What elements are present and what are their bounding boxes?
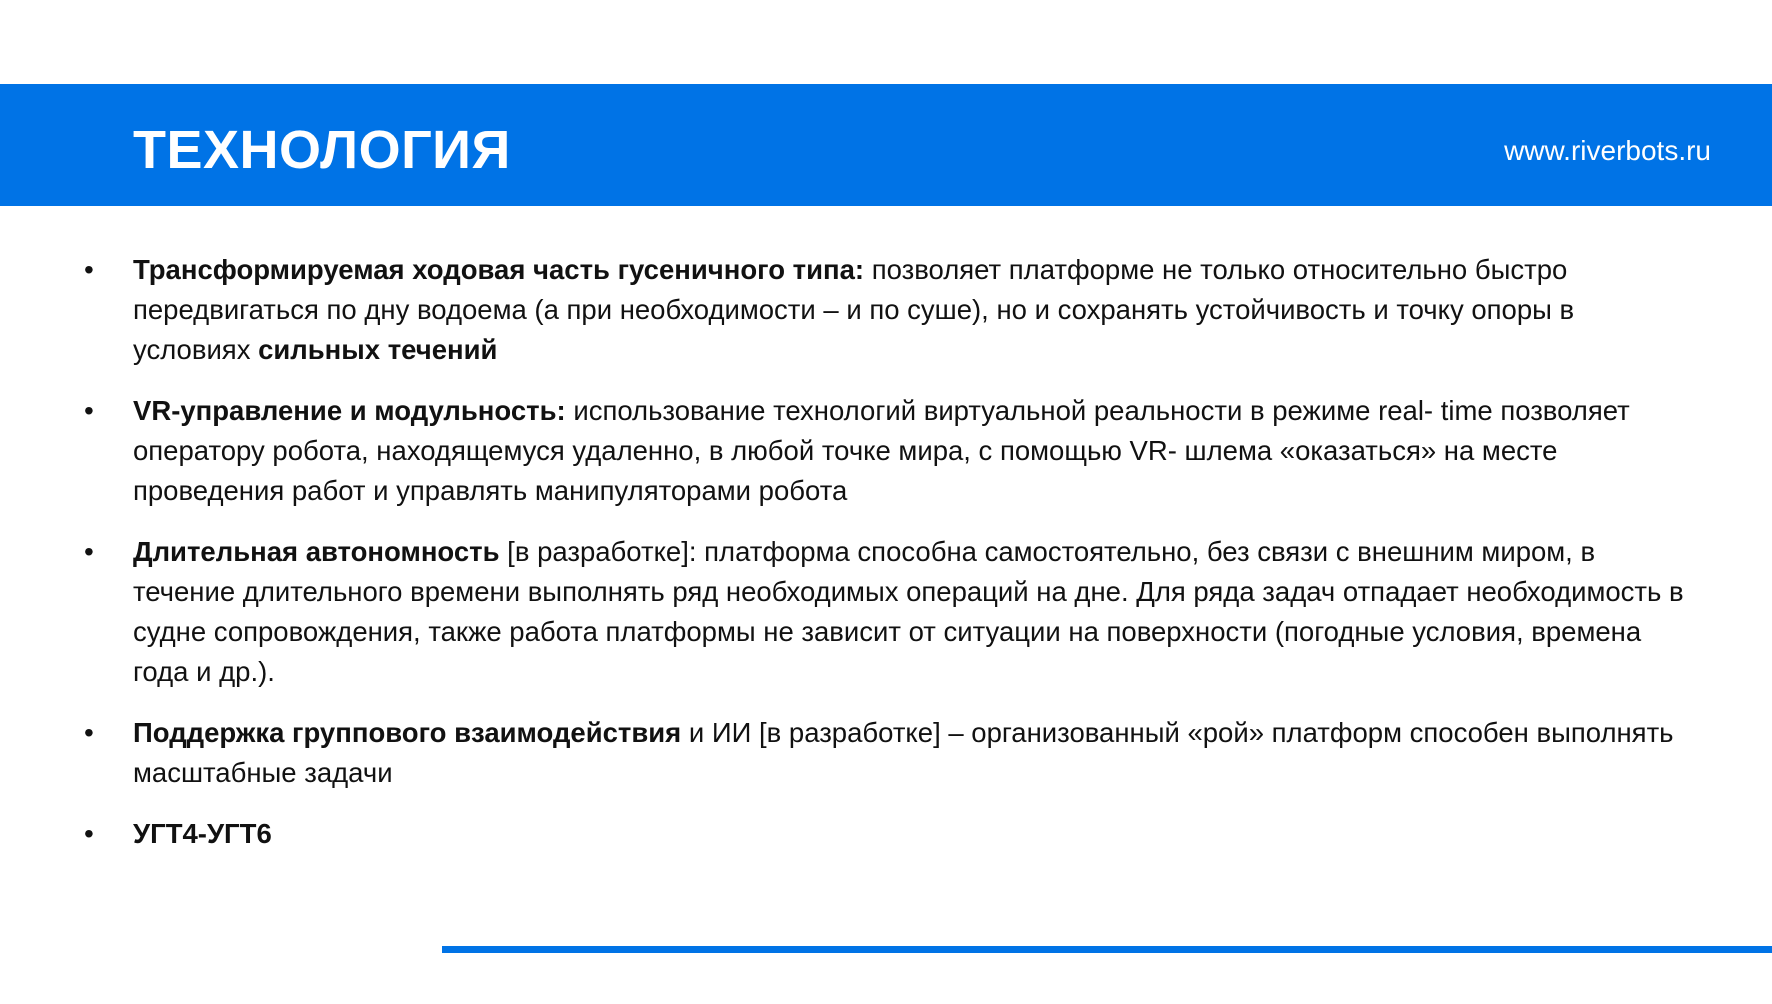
bullet-text: [в разработке]: платформа способна самостоятельно, без связи с внешним миром, в течение длительного времени выполнять ряд необходимых операций на дне. Для ряда задач отпадает необходимость в судне сопровождения, также работа платформы не зависит от ситуации на поверхности (погодные условия, времена года и др.). — [133, 536, 1684, 687]
bullet-item-autonomy — [0, 532, 1693, 692]
bullet-item-group-interaction — [0, 713, 1693, 793]
bullet-dot: • — [84, 536, 94, 567]
bullet-list — [0, 250, 1772, 875]
footer-rule — [442, 946, 1772, 953]
bullet-item-trl — [0, 814, 1693, 854]
bullet-lead: Длительная автономность — [133, 536, 500, 567]
bullet-lead: VR-управление и модульность: — [133, 395, 566, 426]
bullet-lead: УГТ4-УГТ6 — [133, 818, 272, 849]
bullet-dot: • — [84, 818, 94, 849]
bullet-dot: • — [84, 254, 94, 285]
bullet-lead: Трансформируемая ходовая часть гусеничного типа: — [133, 254, 865, 285]
website-url: www.riverbots.ru — [1504, 135, 1711, 166]
bullet-tail: сильных течений — [258, 334, 498, 365]
bullet-dot: • — [84, 395, 94, 426]
bullet-item-chassis — [0, 250, 1693, 370]
bullet-lead: Поддержка группового взаимодействия — [133, 717, 682, 748]
slide-title: ТЕХНОЛОГИЯ — [133, 120, 511, 180]
bullet-text: позволяет платформе не только относительно быстро передвигаться по дну водоема (а при необходимости – и по суше), но и сохранять устойчивость и точку опоры в условиях — [133, 254, 1575, 365]
bullet-text: использование технологий виртуальной реальности в режиме real- time позволяет оператору робота, находящемуся удаленно, в любой точке мира, с помощью VR- шлема «оказаться» на месте проведения работ и управлять манипуляторами робота — [133, 395, 1630, 506]
bullet-dot: • — [84, 717, 94, 748]
bullet-item-vr-control — [0, 391, 1693, 511]
bullet-text: и ИИ [в разработке] – организованный «рой» платформ способен выполнять масштабные задачи — [133, 717, 1674, 788]
